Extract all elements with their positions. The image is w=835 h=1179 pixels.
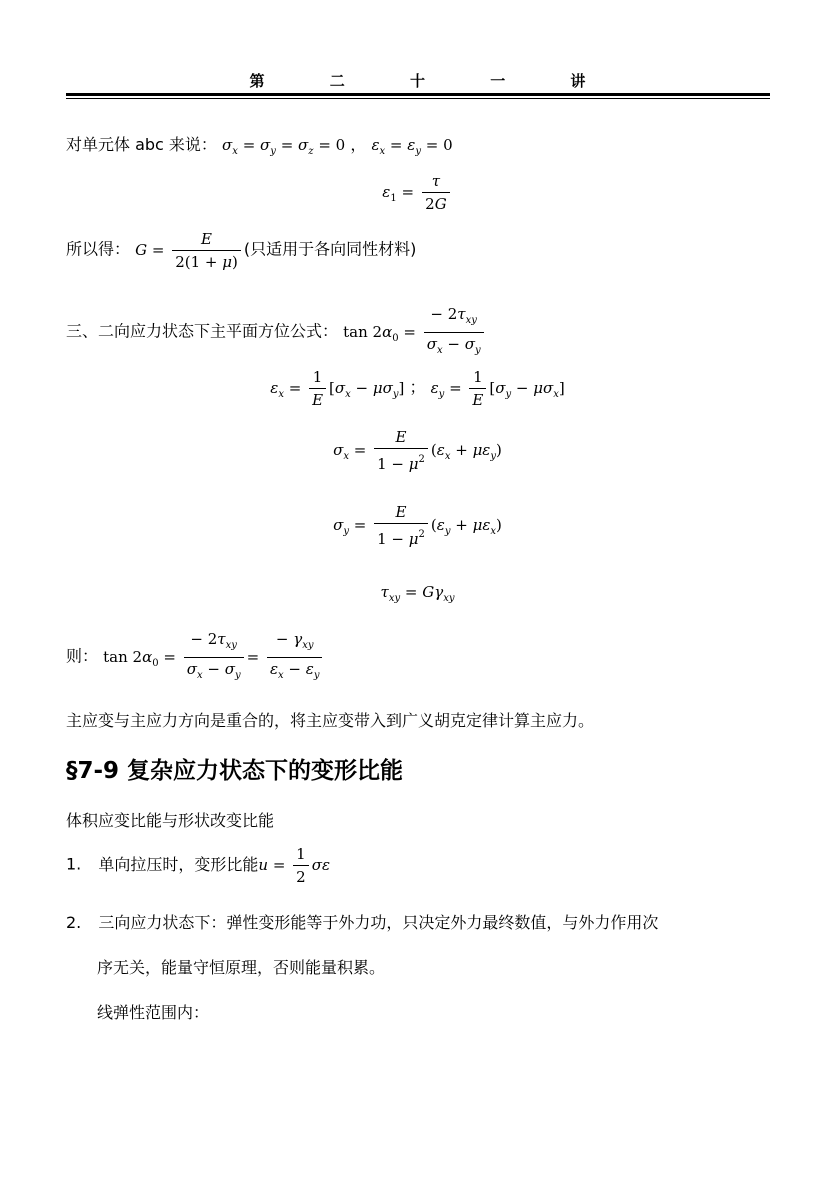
section-heading: §7-9 复杂应力状态下的变形比能 [66,758,404,784]
formula-tau-xy: $\tau_{xy} = G\gamma_{xy}$ [380,583,455,604]
formula-strain-energy: u = $\frac{1}{2}$ σε [258,845,330,886]
formula-hooke-strain: $\varepsilon_x$ = $\frac{1}{E}$ $[\sigma_x - \mu\sigma_y]$ ； $\varepsilon_y$ = $\frac{1}{E}$ $[\sigma_y - \mu\sigma_x]$ [270,368,565,409]
principal-plane-line [66,305,487,360]
list-item-2 [66,910,658,933]
line-label: 所以得： [66,239,131,259]
shear-modulus-line [66,230,416,271]
isotropic-note: (只适用于各向同性材料) [243,239,417,259]
header-rule-thin [66,98,770,99]
list-text: 三向应力状态下：弹性变形能等于外力功，只决定外力最终数值，与外力作用次 [98,913,659,932]
subtopic-paragraph: 体积应变比能与形状改变比能 [66,811,275,830]
line-label: 则： [66,646,99,666]
principal-strain-angle-line [66,630,325,685]
line-label: 对单元体 abc 来说： [66,135,217,154]
stress-zero-line: 对单元体 abc 来说： $\sigma_x = \sigma_y = \sigma_z = 0$ ， $\varepsilon_x = \varepsilon_y = 0$ [66,135,453,157]
principal-direction-statement: 主应变与主应力方向是重合的，将主应变带入到广义胡克定律计算主应力。 [66,711,595,730]
list-item-2-continued: 序无关，能量守恒原理，否则能量积累。 [97,958,386,977]
formula-angle-strain: $\tan 2\alpha_0$ = $\frac{- 2\tau_{xy}}{\sigma_x - \sigma_y}$ = $\frac{- \gamma_{xy}}{\varepsilon_x - \varepsilon_y}$ [103,648,325,666]
lecture-header-title: 第 二 十 一 讲 [249,72,616,90]
linear-elastic-range: 线弹性范围内： [97,1003,210,1022]
formula-principal-angle: $\tan 2\alpha_0$ = $\frac{- 2\tau_{xy}}{\sigma_x - \sigma_y}$ [343,323,486,341]
list-text: 单向拉压时，变形比能 [98,854,259,874]
formula-shear-modulus: G = $\frac{E}{2(1 + \mu)}$ [135,241,244,259]
list-number: 1. [66,854,82,874]
formula-strain-zero: $\varepsilon_x = \varepsilon_y = 0$ [371,136,453,157]
formula-stress-zero: $\sigma_x = \sigma_y = \sigma_z = 0$ [222,136,346,157]
formula-sigma-x: $\sigma_x$ = $\frac{E}{1 - \mu^2}$ $(\varepsilon_x + \mu\varepsilon_y)$ [333,428,502,473]
list-number: 2. [66,913,82,932]
list-item-1 [66,845,330,886]
line-label: 三、二向应力状态下主平面方位公式： [66,321,339,341]
formula-epsilon1: $\varepsilon_1$ = $\frac{\tau}{2G}$ [0,172,835,213]
header-rule-thick [66,93,770,96]
formula-sigma-y: $\sigma_y$ = $\frac{E}{1 - \mu^2}$ $(\varepsilon_y + \mu\varepsilon_x)$ [333,503,502,548]
